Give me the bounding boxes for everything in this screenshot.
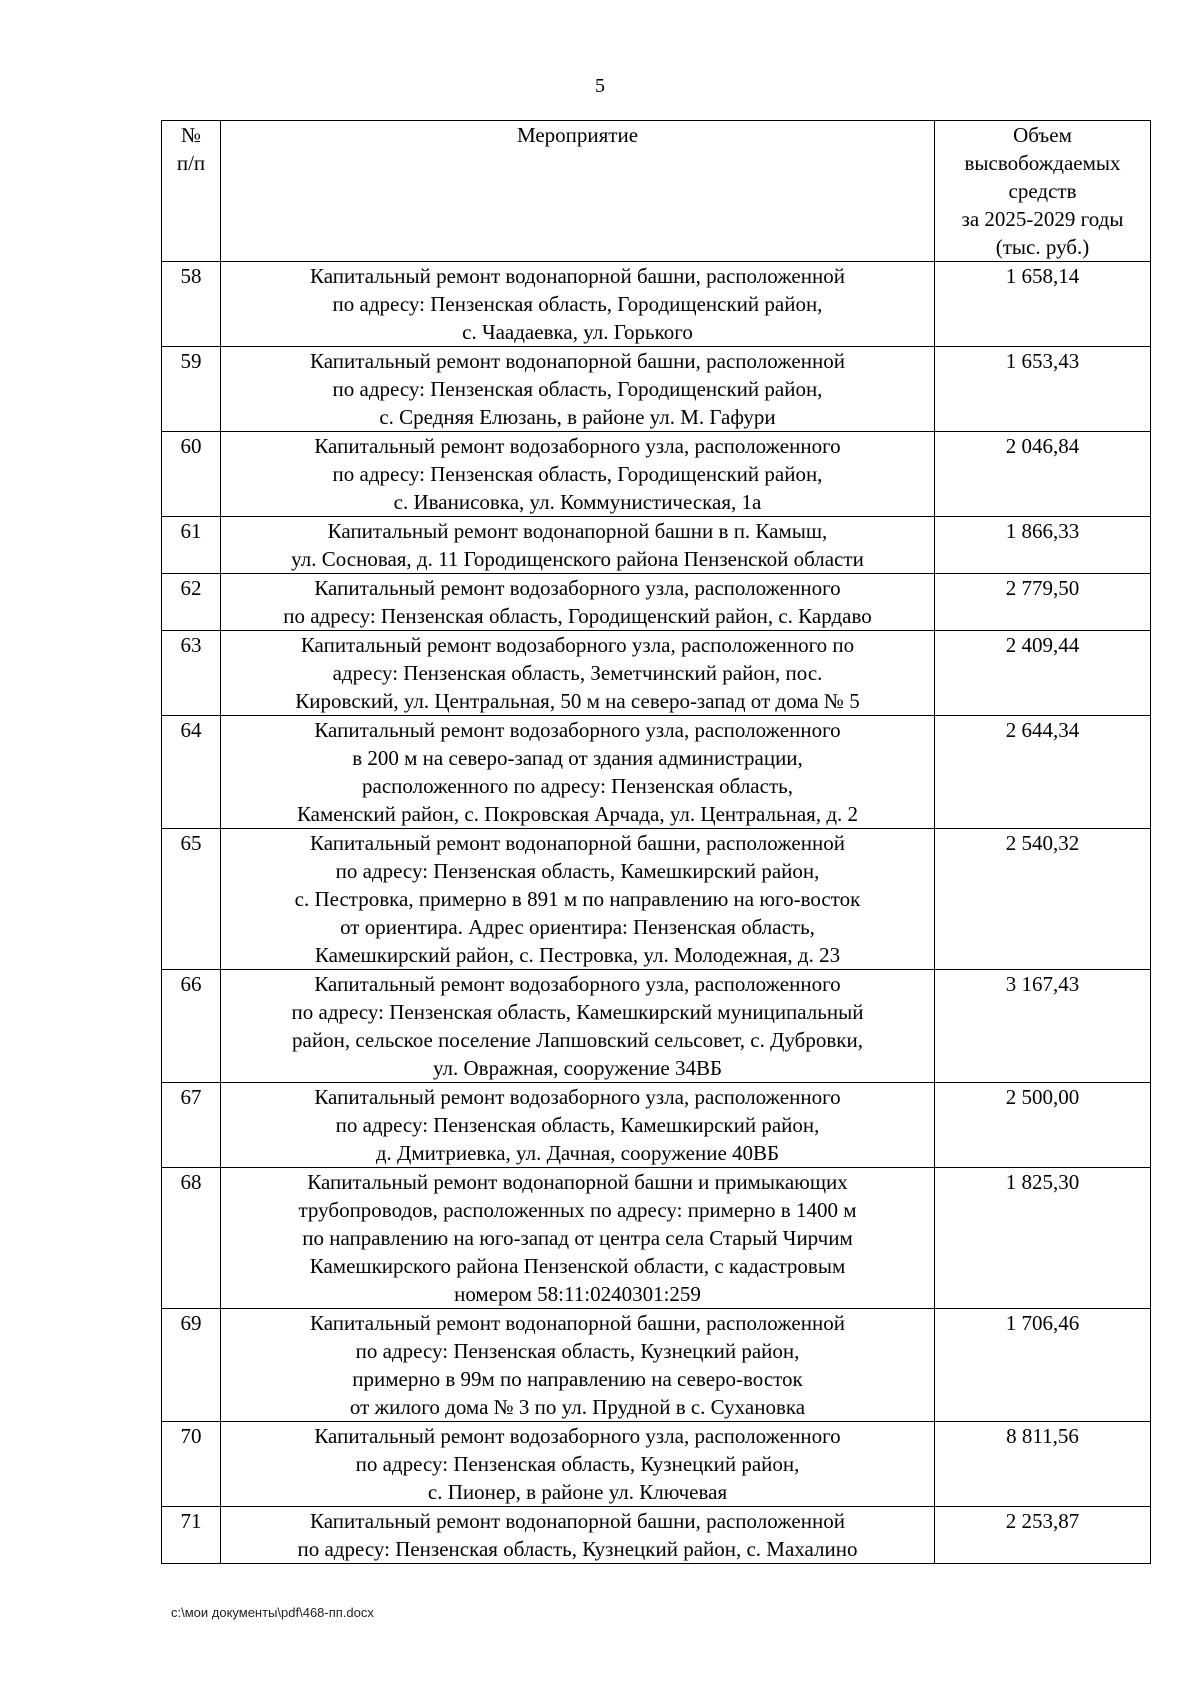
table-row: [162, 631, 1151, 716]
row-event-description: [221, 1309, 935, 1422]
row-event-description: [221, 829, 935, 970]
row-volume: 2 540,32: [935, 829, 1151, 970]
table-row: [162, 1422, 1151, 1507]
row-number: 67: [162, 1083, 221, 1168]
row-event-description: [221, 432, 935, 517]
header-num: [162, 121, 221, 262]
event-line: Капитальный ремонт водозаборного узла, расположенного: [314, 1085, 841, 1109]
event-line: по адресу: Пензенская область, Городищенский район, с. Кардаво: [283, 604, 872, 628]
event-line: по адресу: Пензенская область, Камешкирский муниципальный: [291, 1000, 864, 1024]
row-volume: 2 500,00: [935, 1083, 1151, 1168]
row-volume: 1 706,46: [935, 1309, 1151, 1422]
row-event-description: [221, 1083, 935, 1168]
header-num-line: п/п: [176, 151, 206, 175]
table-row: [162, 716, 1151, 829]
row-number: 63: [162, 631, 221, 716]
event-line: ул. Сосновая, д. 11 Городищенского района Пензенской области: [291, 547, 864, 571]
event-line: Капитальный ремонт водонапорной башни, расположенной: [310, 831, 845, 855]
event-line: Капитальный ремонт водонапорной башни в п. Камыш,: [327, 519, 828, 543]
event-line: Капитальный ремонт водозаборного узла, расположенного: [314, 434, 841, 458]
table-row: [162, 1168, 1151, 1309]
row-volume: 8 811,56: [935, 1422, 1151, 1507]
event-line: от ориентира. Адрес ориентира: Пензенская область,: [340, 915, 815, 939]
row-event-description: [221, 631, 935, 716]
page-number: 5: [595, 75, 605, 97]
event-line: расположенного по адресу: Пензенская область,: [362, 774, 793, 798]
row-number: 70: [162, 1422, 221, 1507]
header-num-line: №: [180, 123, 202, 147]
measures-table: [161, 120, 1151, 1564]
event-line: Капитальный ремонт водозаборного узла, расположенного: [314, 1424, 841, 1448]
row-volume: 1 825,30: [935, 1168, 1151, 1309]
event-line: по адресу: Пензенская область, Кузнецкий район,: [355, 1339, 800, 1363]
event-line: адресу: Пензенская область, Земетчинский район, пос.: [332, 661, 823, 685]
event-line: Капитальный ремонт водонапорной башни, расположенной: [310, 349, 845, 373]
event-line: Камешкирский район, с. Пестровка, ул. Молодежная, д. 23: [314, 943, 841, 967]
row-number: 61: [162, 517, 221, 574]
event-line: Камешкирского района Пензенской области, с кадастровым: [309, 1254, 846, 1278]
event-line: с. Пестровка, примерно в 891 м по направлению на юго-восток: [294, 887, 861, 911]
table-row: [162, 1083, 1151, 1168]
header-volume-line: (тыс. руб.): [995, 235, 1090, 259]
event-line: с. Средняя Елюзань, в районе ул. М. Гафури: [379, 405, 776, 429]
footer-file-path: c:\мои документы\pdf\468-пп.docx: [171, 1605, 374, 1620]
event-line: по адресу: Пензенская область, Городищенский район,: [332, 292, 823, 316]
event-line: Капитальный ремонт водонапорной башни, расположенной: [310, 1509, 845, 1533]
row-number: 62: [162, 574, 221, 631]
event-line: по адресу: Пензенская область, Кузнецкий район, с. Махалино: [297, 1537, 858, 1561]
table-row: [162, 970, 1151, 1083]
row-volume: 1 658,14: [935, 262, 1151, 347]
table-row: [162, 1309, 1151, 1422]
row-volume: 1 653,43: [935, 347, 1151, 432]
row-number: 69: [162, 1309, 221, 1422]
event-line: по адресу: Пензенская область, Городищенский район,: [332, 462, 823, 486]
row-number: 71: [162, 1507, 221, 1564]
row-volume: 2 409,44: [935, 631, 1151, 716]
row-event-description: [221, 1168, 935, 1309]
row-event-description: [221, 716, 935, 829]
row-event-description: [221, 574, 935, 631]
row-number: 65: [162, 829, 221, 970]
row-volume: 2 644,34: [935, 716, 1151, 829]
header-event: [221, 121, 935, 262]
header-volume-line: высвобождаемых: [964, 151, 1121, 175]
event-line: трубопроводов, расположенных по адресу: примерно в 1400 м: [298, 1198, 857, 1222]
row-number: 59: [162, 347, 221, 432]
table-body: [162, 262, 1151, 1564]
event-line: Капитальный ремонт водонапорной башни и примыкающих: [307, 1170, 848, 1194]
row-number: 66: [162, 970, 221, 1083]
table-header-row: [162, 121, 1151, 262]
row-volume: 2 779,50: [935, 574, 1151, 631]
row-volume: 1 866,33: [935, 517, 1151, 574]
header-volume-line: Объем: [1013, 123, 1072, 147]
table-row: [162, 574, 1151, 631]
header-event-line: Мероприятие: [516, 123, 639, 147]
row-event-description: [221, 970, 935, 1083]
event-line: по адресу: Пензенская область, Городищенский район,: [332, 377, 823, 401]
table-row: [162, 347, 1151, 432]
row-volume: 2 253,87: [935, 1507, 1151, 1564]
row-volume: 3 167,43: [935, 970, 1151, 1083]
row-number: 60: [162, 432, 221, 517]
event-line: д. Дмитриевка, ул. Дачная, сооружение 40ВБ: [375, 1141, 780, 1165]
event-line: по адресу: Пензенская область, Камешкирский район,: [335, 859, 820, 883]
header-volume: [935, 121, 1151, 262]
event-line: по адресу: Пензенская область, Кузнецкий район,: [355, 1452, 800, 1476]
table-row: [162, 262, 1151, 347]
row-event-description: [221, 517, 935, 574]
header-volume-line: за 2025-2029 годы: [961, 207, 1124, 231]
event-line: Каменский район, с. Покровская Арчада, ул. Центральная, д. 2: [296, 802, 859, 826]
event-line: номером 58:11:0240301:259: [454, 1282, 701, 1306]
row-event-description: [221, 347, 935, 432]
row-event-description: [221, 262, 935, 347]
event-line: Капитальный ремонт водозаборного узла, расположенного: [314, 718, 841, 742]
row-volume: 2 046,84: [935, 432, 1151, 517]
table-row: [162, 1507, 1151, 1564]
event-line: с. Иванисовка, ул. Коммунистическая, 1а: [393, 490, 762, 514]
event-line: Капитальный ремонт водозаборного узла, расположенного: [314, 576, 841, 600]
row-number: 58: [162, 262, 221, 347]
table-row: [162, 517, 1151, 574]
table-row: [162, 432, 1151, 517]
event-line: от жилого дома № 3 по ул. Прудной в с. Сухановка: [349, 1395, 806, 1419]
table-row: [162, 829, 1151, 970]
event-line: ул. Овражная, сооружение 34ВБ: [432, 1056, 723, 1080]
row-event-description: [221, 1422, 935, 1507]
header-volume-line: средств: [1008, 179, 1077, 203]
event-line: Капитальный ремонт водозаборного узла, расположенного по: [300, 633, 855, 657]
event-line: с. Пионер, в районе ул. Ключевая: [427, 1480, 728, 1504]
event-line: Кировский, ул. Центральная, 50 м на северо-запад от дома № 5: [295, 689, 860, 713]
event-line: примерно в 99м по направлению на северо-восток: [352, 1367, 803, 1391]
event-line: район, сельское поселение Лапшовский сельсовет, с. Дубровки,: [292, 1028, 863, 1052]
row-number: 64: [162, 716, 221, 829]
event-line: Капитальный ремонт водонапорной башни, расположенной: [310, 1311, 845, 1335]
event-line: с. Чаадаевка, ул. Горького: [462, 320, 693, 344]
event-line: по направлению на юго-запад от центра села Старый Чирчим: [302, 1226, 853, 1250]
event-line: Капитальный ремонт водозаборного узла, расположенного: [314, 972, 841, 996]
row-event-description: [221, 1507, 935, 1564]
event-line: Капитальный ремонт водонапорной башни, расположенной: [310, 264, 845, 288]
row-number: 68: [162, 1168, 221, 1309]
event-line: в 200 м на северо-запад от здания администрации,: [352, 746, 803, 770]
event-line: по адресу: Пензенская область, Камешкирский район,: [335, 1113, 820, 1137]
